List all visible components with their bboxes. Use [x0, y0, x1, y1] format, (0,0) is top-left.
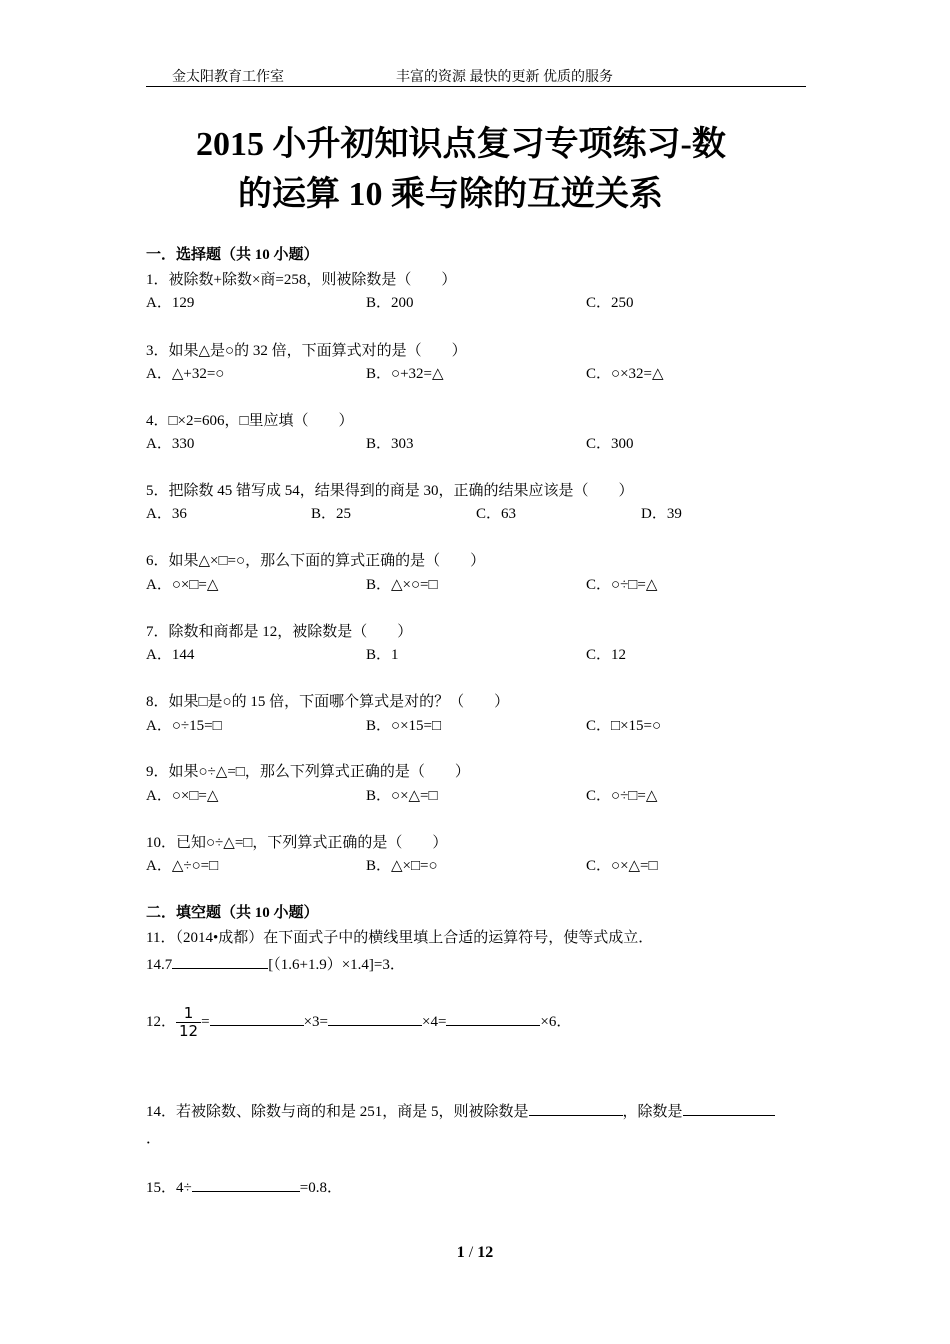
answer-blank[interactable]: [446, 1011, 540, 1026]
option-b: B．303: [366, 436, 414, 452]
question-text: 10．已知○÷△=□，下列算式正确的是（ ）: [146, 835, 448, 851]
question-line: [146, 1176, 342, 1197]
question-text: 1．被除数+除数×商=258，则被除数是（ ）: [146, 272, 457, 288]
option-b: B．25: [311, 506, 352, 522]
current-page: 1: [456, 1244, 465, 1261]
question-text: 11．（2014•成都）在下面式子中的横线里填上合适的运算符号，使等式成立．: [146, 930, 654, 946]
option-c: C．300: [586, 436, 634, 452]
page-separator: /: [464, 1244, 478, 1261]
option-a: A．○÷15=□: [146, 718, 222, 734]
option-b: B．○+32=△: [366, 366, 444, 382]
question-line: [146, 1002, 571, 1042]
expression-part: ×3=: [303, 1014, 328, 1030]
option-a: A．330: [146, 436, 195, 452]
expression-part: ×4=: [422, 1014, 447, 1030]
option-a: A．144: [146, 647, 195, 663]
option-a: A．129: [146, 295, 195, 311]
answer-blank[interactable]: [192, 1177, 300, 1192]
question-text: 3．如果△是○的 32 倍，下面算式对的是（ ）: [146, 343, 467, 359]
line-end-mark: ．: [146, 1131, 162, 1147]
question-line: [146, 953, 405, 974]
section-heading-choice: 一．选择题（共 10 小题）: [146, 247, 319, 263]
total-pages: 12: [477, 1244, 494, 1261]
option-c: C．○÷□=△: [586, 577, 658, 593]
option-b: B．△×○=□: [366, 577, 438, 593]
page-number: [0, 1244, 950, 1262]
answer-blank[interactable]: [529, 1101, 623, 1116]
answer-blank[interactable]: [683, 1101, 775, 1116]
title-line-1: 2015 小升初知识点复习专项练习-数: [196, 126, 726, 163]
answer-blank[interactable]: [172, 954, 268, 969]
option-b: B．1: [366, 647, 399, 663]
equals-sign: =: [201, 1014, 210, 1030]
expression-part: 14.7: [146, 957, 173, 973]
option-a: A．○×□=△: [146, 788, 219, 804]
question-text: 14．若被除数、除数与商的和是 251，商是 5，则被除数是: [146, 1104, 529, 1120]
option-a: A．○×□=△: [146, 577, 219, 593]
option-b: B．200: [366, 295, 414, 311]
expression-part: 15．4÷: [146, 1180, 192, 1196]
expression-part: [（1.6+1.9）×1.4]=3．: [268, 957, 405, 973]
option-c: C．63: [476, 506, 517, 522]
option-c: C．○×△=□: [586, 858, 658, 874]
option-a: A．△÷○=□: [146, 858, 219, 874]
option-b: B．△×□=○: [366, 858, 438, 874]
question-text: ，除数是: [622, 1104, 683, 1120]
option-c: C．250: [586, 295, 634, 311]
expression-part: =0.8．: [299, 1180, 342, 1196]
header-left: 金太阳教育工作室: [172, 70, 284, 85]
expression-part: ×6．: [540, 1014, 572, 1030]
fraction: [176, 1005, 201, 1040]
option-a: A．△+32=○: [146, 366, 225, 382]
option-c: C．○×32=△: [586, 366, 664, 382]
option-c: C．○÷□=△: [586, 788, 658, 804]
option-b: B．○×△=□: [366, 788, 438, 804]
question-text: 4．□×2=606，□里应填（ ）: [146, 413, 354, 429]
answer-blank[interactable]: [210, 1011, 304, 1026]
option-a: A．36: [146, 506, 187, 522]
fraction-denominator: 12: [179, 1022, 199, 1041]
question-text: 6．如果△×□=○，那么下面的算式正确的是（ ）: [146, 553, 486, 569]
question-text: 9．如果○÷△=□，那么下列算式正确的是（ ）: [146, 764, 470, 780]
option-b: B．○×15=□: [366, 718, 442, 734]
question-text: 8．如果□是○的 15 倍，下面哪个算式是对的？（ ）: [146, 694, 510, 710]
question-number: 12．: [146, 1014, 177, 1030]
question-line: [146, 1100, 775, 1121]
answer-blank[interactable]: [328, 1011, 422, 1026]
title-line-2: 的运算 10 乘与除的互逆关系: [238, 176, 663, 213]
page-header: [146, 66, 806, 87]
option-d: D．39: [641, 506, 682, 522]
question-text: 5．把除数 45 错写成 54，结果得到的商是 30，正确的结果应该是（ ）: [146, 483, 634, 499]
header-right: 丰富的资源 最快的更新 优质的服务: [396, 70, 613, 85]
fraction-numerator: 1: [176, 1005, 201, 1023]
option-c: C．□×15=○: [586, 718, 662, 734]
question-text: 7．除数和商都是 12，被除数是（ ）: [146, 624, 413, 640]
option-c: C．12: [586, 647, 627, 663]
section-heading-fill: 二．填空题（共 10 小题）: [146, 905, 319, 921]
